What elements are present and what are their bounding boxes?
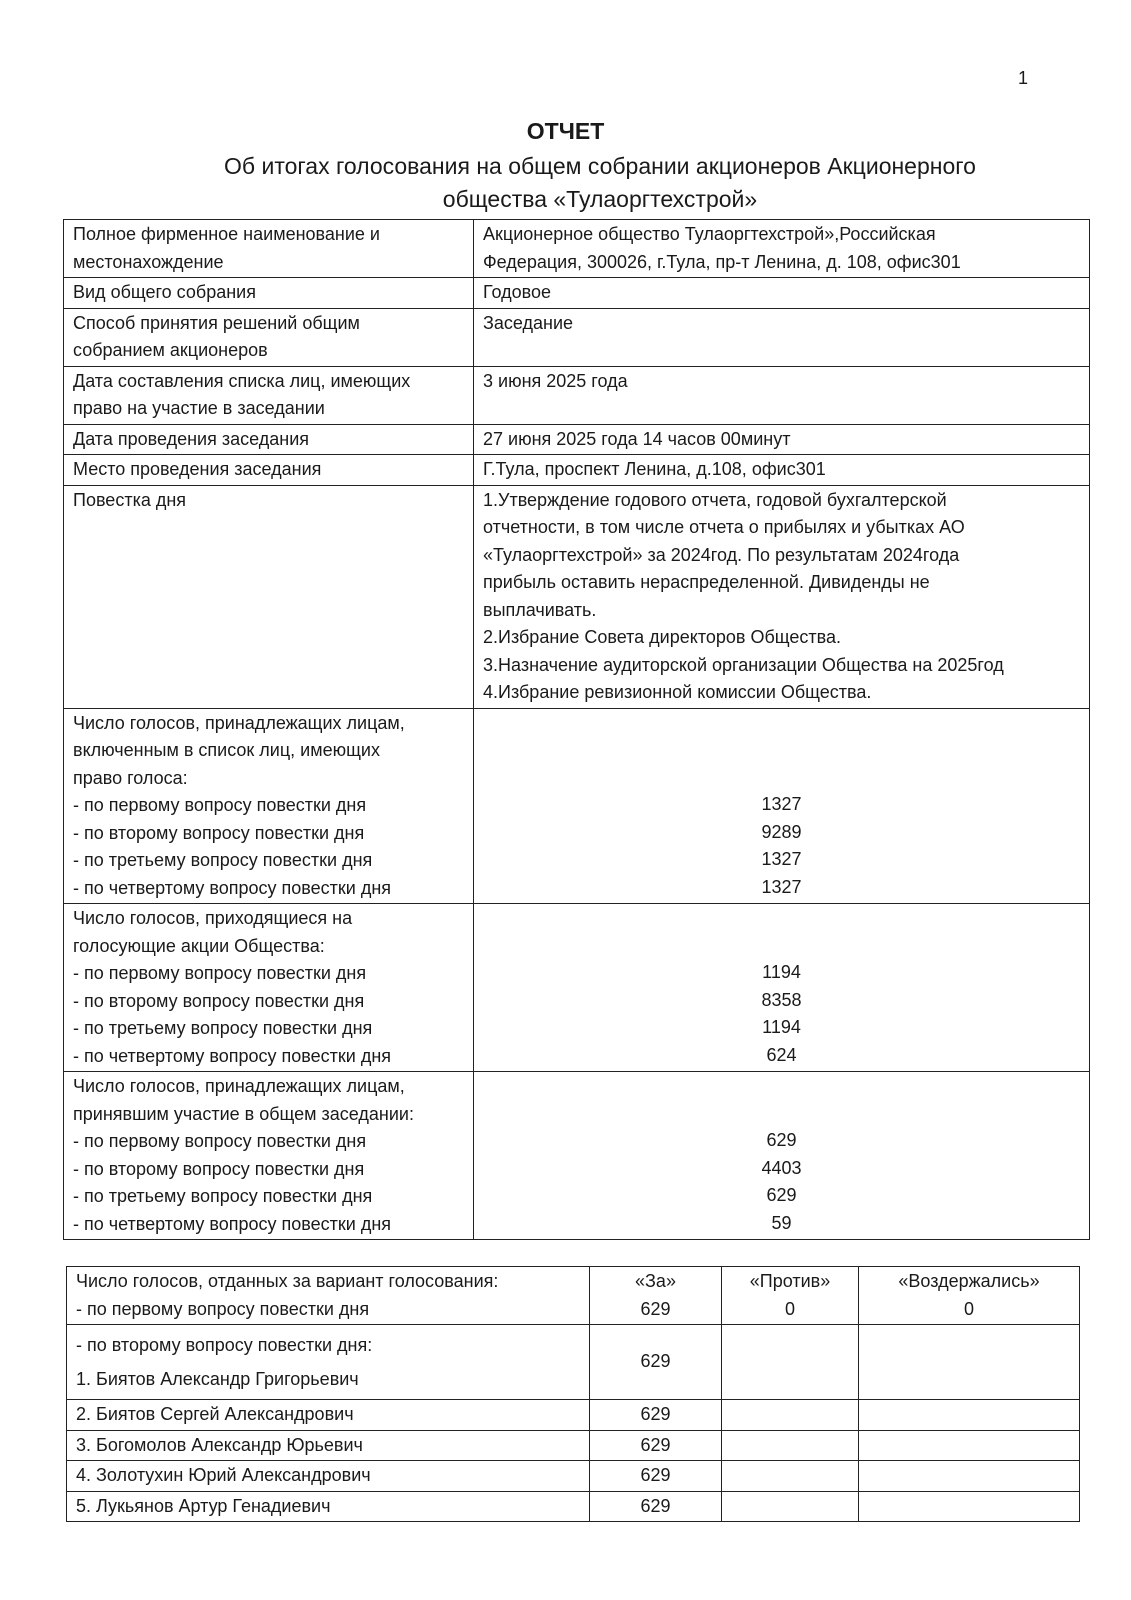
candidate-row	[67, 1461, 1080, 1492]
count-values-text: 629 4403 629 59	[761, 1130, 802, 1233]
candidate-for-value: 629	[590, 1325, 722, 1400]
info-value: 27 июня 2025 года 14 часов 00минут	[474, 424, 1090, 455]
info-value: Заседание	[474, 308, 1090, 366]
info-label: Дата проведения заседания	[64, 424, 474, 455]
info-label: Способ принятия решений общим собранием акционеров	[64, 308, 474, 366]
col-abstain-label: «Воздержались»	[898, 1271, 1040, 1291]
candidate-name: 4. Золотухин Юрий Александрович	[67, 1461, 590, 1492]
candidate-name: 2. Биятов Сергей Александрович	[67, 1400, 590, 1431]
info-row-meeting-date	[64, 424, 1090, 455]
candidate-abstain-cell	[859, 1491, 1080, 1522]
candidate-against-cell	[722, 1400, 859, 1431]
votes-for-cell	[590, 1267, 722, 1325]
q2-label: - по второму вопросу повестки дня: 1. Биятов Александр Григорьевич	[67, 1325, 590, 1400]
candidate-abstain-cell	[859, 1325, 1080, 1400]
candidate-row	[67, 1400, 1080, 1431]
count-values-text: 1327 9289 1327 1327	[761, 794, 802, 897]
candidate-for-value: 629	[590, 1430, 722, 1461]
candidate-row	[67, 1491, 1080, 1522]
info-value: Г.Тула, проспект Ленина, д.108, офис301	[474, 455, 1090, 486]
info-row-meeting-place	[64, 455, 1090, 486]
q1-abstain-value: 0	[963, 1298, 974, 1319]
info-row-list-date	[64, 366, 1090, 424]
page-number: 1	[1018, 68, 1029, 88]
candidate-abstain-cell	[859, 1461, 1080, 1492]
q1-against-value: 0	[784, 1298, 795, 1319]
info-row-agenda	[64, 485, 1090, 708]
count-row-participants	[64, 1072, 1090, 1240]
candidate-name: 5. Лукьянов Артур Генадиевич	[67, 1491, 590, 1522]
count-label: Число голосов, принадлежащих лицам, принявшим участие в общем заседании: - по первому вопросу повестки дня - по второму вопросу повестки дня - по третьему вопросу повестки дня - по четвертому вопросу повестки дня	[64, 1072, 474, 1240]
info-value: 1.Утверждение годового отчета, годовой бухгалтерской отчетности, в том числе отчета о прибылях и убытках АО «Тулаоргтехстрой» за 2024год. По результатам 2024года прибыль оставить нераспределенной. Дивиденды не выплачивать. 2.Избрание Совета директоров Общества. 3.Назначение аудиторской организации Общества на 2025год 4.Избрание ревизионной комиссии Общества.	[474, 485, 1090, 708]
count-values-text: 1194 8358 1194 624	[761, 962, 802, 1065]
votes-header-row	[67, 1267, 1080, 1325]
col-for-label: «За»	[635, 1271, 676, 1291]
candidate-abstain-cell	[859, 1430, 1080, 1461]
votes-against-cell	[722, 1267, 859, 1325]
col-against-label: «Против»	[749, 1271, 831, 1291]
count-values	[474, 708, 1090, 904]
info-label: Дата составления списка лиц, имеющих право на участие в заседании	[64, 366, 474, 424]
candidate-for-value: 629	[590, 1461, 722, 1492]
meeting-info-table	[63, 219, 1090, 1240]
count-row-voting-shares	[64, 904, 1090, 1072]
candidate-against-cell	[722, 1461, 859, 1492]
count-label: Число голосов, приходящиеся на голосующие акции Общества: - по первому вопросу повестки дня - по второму вопросу повестки дня - по третьему вопросу повестки дня - по четвертому вопросу повестки дня	[64, 904, 474, 1072]
report-subtitle: Об итогах голосования на общем собрании акционеров Акционерного общества «Тулаоргтехстрой»	[224, 153, 976, 212]
info-row-decision-method	[64, 308, 1090, 366]
q2-candidate-row	[67, 1325, 1080, 1400]
candidate-abstain-cell	[859, 1400, 1080, 1431]
info-label: Место проведения заседания	[64, 455, 474, 486]
info-value: 3 июня 2025 года	[474, 366, 1090, 424]
count-values	[474, 1072, 1090, 1240]
info-label: Полное фирменное наименование и местонахождение	[64, 220, 474, 278]
candidate-row	[67, 1430, 1080, 1461]
candidate-name: 3. Богомолов Александр Юрьевич	[67, 1430, 590, 1461]
votes-abstain-cell	[859, 1267, 1080, 1325]
votes-results-table	[66, 1266, 1080, 1522]
candidate-against-cell	[722, 1430, 859, 1461]
candidate-against-cell	[722, 1325, 859, 1400]
info-row-meeting-type	[64, 278, 1090, 309]
q1-for-value: 629	[640, 1298, 671, 1319]
count-values	[474, 904, 1090, 1072]
votes-header-label: Число голосов, отданных за вариант голосования: - по первому вопросу повестки дня	[67, 1267, 590, 1325]
count-label: Число голосов, принадлежащих лицам, включенным в список лиц, имеющих право голоса: - по первому вопросу повестки дня - по второму вопросу повестки дня - по третьему вопросу повестки дня - по четвертому вопросу повестки дня	[64, 708, 474, 904]
candidate-for-value: 629	[590, 1400, 722, 1431]
info-label: Вид общего собрания	[64, 278, 474, 309]
candidate-for-value: 629	[590, 1491, 722, 1522]
info-value: Годовое	[474, 278, 1090, 309]
info-label: Повестка дня	[64, 485, 474, 708]
info-row-company	[64, 220, 1090, 278]
report-title: ОТЧЕТ	[526, 118, 605, 144]
candidate-against-cell	[722, 1491, 859, 1522]
info-value: Акционерное общество Тулаоргтехстрой»,Российская Федерация, 300026, г.Тула, пр-т Ленина, д. 108, офис301	[474, 220, 1090, 278]
count-row-registered-votes	[64, 708, 1090, 904]
